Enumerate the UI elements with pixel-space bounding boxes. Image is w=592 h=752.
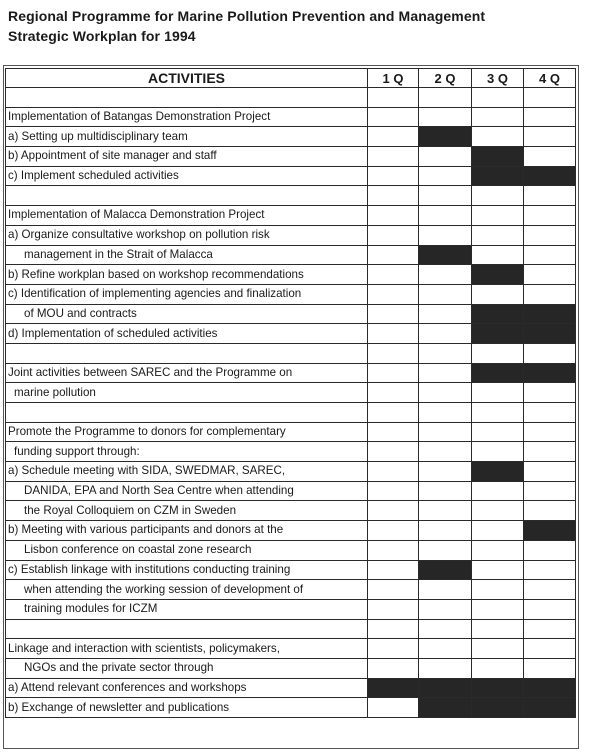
quarter-cell-q1 [368,560,419,580]
quarter-cell-q4 [524,540,576,560]
table-row [6,304,576,324]
quarter-cell-q3 [472,88,524,108]
table-row [6,501,576,521]
quarter-bar-q1 [368,678,419,698]
activity-cell: c) Identification of implementing agencies and finalization [6,284,368,304]
activity-cell: DANIDA, EPA and North Sea Centre when attending [6,481,368,501]
quarter-bar-q2 [419,698,472,718]
activity-cell [6,619,368,639]
table-body [6,88,576,718]
activity-cell: when attending the working session of development of [6,580,368,600]
quarter-cell-q4 [524,186,576,206]
quarter-cell-q1 [368,284,419,304]
table-row [6,422,576,442]
table-row [6,442,576,462]
quarter-cell-q1 [368,206,419,226]
quarter-cell-q3 [472,658,524,678]
quarter-cell-q3 [472,107,524,127]
table-row [6,284,576,304]
quarter-cell-q3 [472,501,524,521]
quarter-cell-q3 [472,206,524,226]
quarter-cell-q1 [368,580,419,600]
activity-cell: d) Implementation of scheduled activities [6,324,368,344]
title-line-2: Strategic Workplan for 1994 [8,28,196,44]
quarter-cell-q1 [368,363,419,383]
quarter-bar-q3 [472,166,524,186]
quarter-cell-q1 [368,166,419,186]
quarter-cell-q2 [419,324,472,344]
table-row [6,186,576,206]
quarter-bar-q4 [524,363,576,383]
activity-cell: of MOU and contracts [6,304,368,324]
activity-cell: a) Organize consultative workshop on pollution risk [6,225,368,245]
table-header-row [6,69,576,88]
quarter-bar-q4 [524,678,576,698]
quarter-cell-q4 [524,442,576,462]
quarter-cell-q2 [419,383,472,403]
quarter-cell-q1 [368,639,419,659]
table-row [6,619,576,639]
table-row [6,88,576,108]
activity-cell: Linkage and interaction with scientists, policymakers, [6,639,368,659]
activity-cell: a) Schedule meeting with SIDA, SWEDMAR, SAREC, [6,462,368,482]
quarter-cell-q2 [419,147,472,167]
quarter-cell-q4 [524,599,576,619]
table-row [6,639,576,659]
quarter-cell-q1 [368,540,419,560]
quarter-cell-q4 [524,639,576,659]
table-row [6,599,576,619]
activity-cell: Promote the Programme to donors for complementary [6,422,368,442]
quarter-cell-q1 [368,462,419,482]
activity-cell: c) Implement scheduled activities [6,166,368,186]
quarter-cell-q4 [524,107,576,127]
activity-cell [6,88,368,108]
activity-cell [6,403,368,423]
quarter-bar-q2 [419,245,472,265]
quarter-cell-q1 [368,658,419,678]
quarter-cell-q2 [419,619,472,639]
table-row [6,540,576,560]
table-row [6,462,576,482]
quarter-cell-q4 [524,619,576,639]
quarter-cell-q3 [472,580,524,600]
quarter-cell-q1 [368,442,419,462]
quarter-cell-q2 [419,540,472,560]
quarter-cell-q1 [368,127,419,147]
quarter-cell-q3 [472,403,524,423]
quarter-cell-q1 [368,619,419,639]
activity-cell: c) Establish linkage with institutions conducting training [6,560,368,580]
quarter-cell-q2 [419,304,472,324]
quarter-cell-q1 [368,422,419,442]
quarter-cell-q2 [419,363,472,383]
quarter-cell-q2 [419,166,472,186]
quarter-cell-q4 [524,658,576,678]
quarter-cell-q2 [419,284,472,304]
quarter-cell-q1 [368,599,419,619]
quarter-cell-q4 [524,580,576,600]
activity-cell: a) Attend relevant conferences and workshops [6,678,368,698]
quarter-cell-q1 [368,265,419,285]
quarter-cell-q4 [524,383,576,403]
quarter-cell-q3 [472,619,524,639]
quarter-bar-q2 [419,678,472,698]
quarter-cell-q1 [368,481,419,501]
quarter-bar-q3 [472,324,524,344]
quarter-cell-q2 [419,639,472,659]
quarter-cell-q1 [368,304,419,324]
activity-cell: b) Meeting with various participants and donors at the [6,521,368,541]
quarter-cell-q2 [419,580,472,600]
table-row [6,560,576,580]
quarter-cell-q4 [524,501,576,521]
quarter-cell-q3 [472,127,524,147]
quarter-cell-q2 [419,462,472,482]
quarter-cell-q4 [524,462,576,482]
quarter-cell-q4 [524,147,576,167]
quarter-bar-q2 [419,127,472,147]
quarter-bar-q3 [472,698,524,718]
quarter-cell-q1 [368,88,419,108]
table-row [6,658,576,678]
quarter-cell-q2 [419,107,472,127]
table-row [6,225,576,245]
quarter-cell-q4 [524,265,576,285]
quarter-cell-q1 [368,501,419,521]
quarter-cell-q4 [524,245,576,265]
quarter-cell-q2 [419,265,472,285]
quarter-cell-q4 [524,403,576,423]
activity-cell [6,343,368,363]
quarter-cell-q1 [368,698,419,718]
table-row [6,324,576,344]
quarter-cell-q3 [472,521,524,541]
quarter-header-1: 1 Q [368,69,419,88]
quarter-cell-q2 [419,206,472,226]
activities-header: ACTIVITIES [6,69,368,88]
quarter-cell-q4 [524,127,576,147]
activity-cell: marine pollution [6,383,368,403]
activity-cell: management in the Strait of Malacca [6,245,368,265]
activity-cell: training modules for ICZM [6,599,368,619]
activity-cell: Lisbon conference on coastal zone research [6,540,368,560]
quarter-cell-q3 [472,639,524,659]
quarter-cell-q2 [419,481,472,501]
quarter-header-3: 3 Q [472,69,524,88]
activity-cell: the Royal Colloquiem on CZM in Sweden [6,501,368,521]
quarter-bar-q3 [472,147,524,167]
quarter-bar-q4 [524,521,576,541]
quarter-cell-q3 [472,560,524,580]
quarter-cell-q3 [472,186,524,206]
quarter-cell-q3 [472,481,524,501]
quarter-bar-q3 [472,265,524,285]
quarter-cell-q3 [472,383,524,403]
activity-cell: b) Refine workplan based on workshop recommendations [6,265,368,285]
quarter-bar-q3 [472,462,524,482]
quarter-cell-q1 [368,245,419,265]
quarter-cell-q2 [419,225,472,245]
table-row [6,245,576,265]
quarter-cell-q2 [419,403,472,423]
activity-cell: funding support through: [6,442,368,462]
table-row [6,383,576,403]
quarter-bar-q4 [524,304,576,324]
activity-cell: NGOs and the private sector through [6,658,368,678]
activity-cell: Joint activities between SAREC and the Programme on [6,363,368,383]
activity-cell: a) Setting up multidisciplinary team [6,127,368,147]
quarter-bar-q2 [419,560,472,580]
quarter-cell-q1 [368,225,419,245]
quarter-bar-q3 [472,363,524,383]
workplan-table [5,68,576,718]
quarter-cell-q1 [368,403,419,423]
quarter-cell-q3 [472,540,524,560]
table-row [6,521,576,541]
quarter-cell-q3 [472,225,524,245]
quarter-cell-q4 [524,422,576,442]
activity-cell: Implementation of Batangas Demonstration Project [6,107,368,127]
quarter-cell-q2 [419,422,472,442]
quarter-cell-q1 [368,383,419,403]
table-row [6,698,576,718]
activity-cell [6,186,368,206]
quarter-cell-q1 [368,521,419,541]
activity-cell: Implementation of Malacca Demonstration Project [6,206,368,226]
quarter-cell-q2 [419,521,472,541]
quarter-cell-q2 [419,186,472,206]
table-row [6,206,576,226]
quarter-cell-q1 [368,186,419,206]
quarter-cell-q2 [419,501,472,521]
table-row [6,678,576,698]
quarter-header-4: 4 Q [524,69,576,88]
quarter-cell-q3 [472,422,524,442]
quarter-bar-q4 [524,698,576,718]
quarter-cell-q3 [472,442,524,462]
activity-cell: b) Appointment of site manager and staff [6,147,368,167]
table-row [6,265,576,285]
quarter-cell-q2 [419,343,472,363]
quarter-bar-q4 [524,324,576,344]
quarter-bar-q4 [524,166,576,186]
table-row [6,107,576,127]
table-row [6,166,576,186]
table-row [6,580,576,600]
table-row [6,147,576,167]
quarter-cell-q2 [419,442,472,462]
title-line-1: Regional Programme for Marine Pollution Prevention and Management [8,8,486,24]
quarter-cell-q3 [472,343,524,363]
quarter-cell-q4 [524,225,576,245]
quarter-cell-q3 [472,245,524,265]
quarter-header-2: 2 Q [419,69,472,88]
quarter-bar-q3 [472,678,524,698]
quarter-cell-q2 [419,599,472,619]
quarter-cell-q1 [368,343,419,363]
quarter-cell-q4 [524,560,576,580]
quarter-cell-q1 [368,107,419,127]
quarter-cell-q4 [524,481,576,501]
quarter-cell-q2 [419,658,472,678]
quarter-cell-q4 [524,284,576,304]
quarter-cell-q4 [524,343,576,363]
table-row [6,127,576,147]
quarter-cell-q4 [524,88,576,108]
quarter-cell-q2 [419,88,472,108]
quarter-cell-q3 [472,599,524,619]
quarter-bar-q3 [472,304,524,324]
document-title [8,6,485,46]
quarter-cell-q3 [472,284,524,304]
table-row [6,343,576,363]
table-row [6,403,576,423]
table-row [6,481,576,501]
quarter-cell-q1 [368,147,419,167]
table-row [6,363,576,383]
quarter-cell-q4 [524,206,576,226]
activity-cell: b) Exchange of newsletter and publications [6,698,368,718]
quarter-cell-q1 [368,324,419,344]
